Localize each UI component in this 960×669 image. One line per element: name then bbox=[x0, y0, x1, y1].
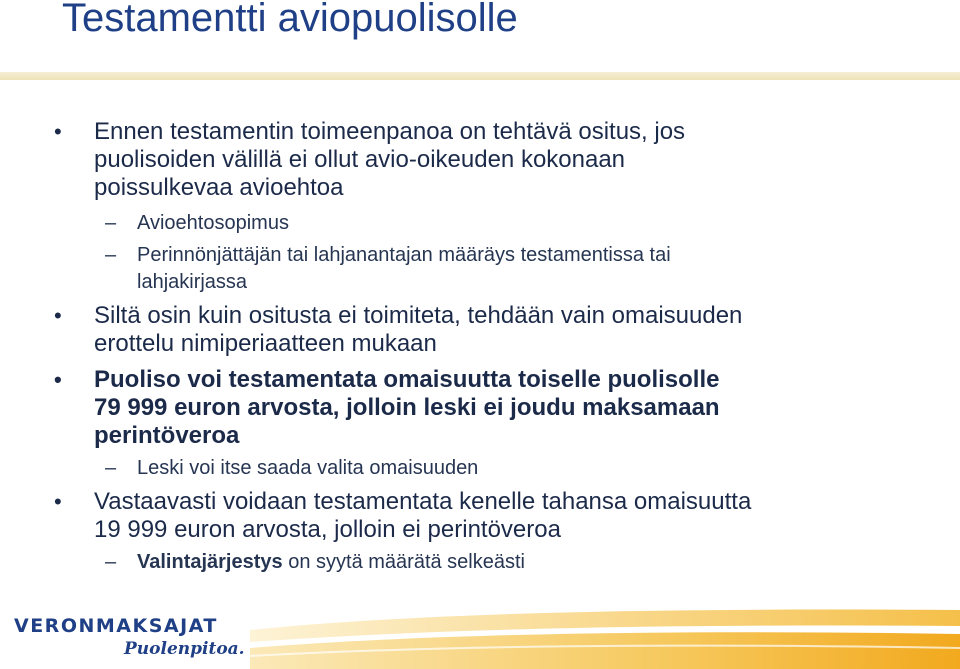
logo-wordmark: VERONMAKSAJAT bbox=[14, 615, 218, 637]
bullet-item bbox=[54, 302, 743, 358]
sub-bullet-line: Avioehtosopimus bbox=[137, 212, 289, 234]
bullet-marker: • bbox=[54, 119, 62, 144]
sub-bullet-item bbox=[105, 455, 479, 482]
sub-bullet-item bbox=[105, 242, 671, 296]
bullet-marker: • bbox=[54, 303, 62, 328]
bullet-line: erottelu nimiperiaatteen mukaan bbox=[94, 330, 437, 357]
bullet-item bbox=[54, 488, 752, 544]
sub-bullet-line bbox=[137, 549, 525, 576]
bullet-line: perintöveroa bbox=[94, 422, 240, 449]
dash-marker: – bbox=[105, 551, 117, 573]
title-divider-band bbox=[0, 72, 960, 80]
dash-marker: – bbox=[105, 212, 117, 234]
sub-bullet-item bbox=[105, 210, 289, 237]
veronmaksajat-logo bbox=[14, 615, 245, 659]
bullet-line: 79 999 euron arvosta, jolloin leski ei joudu maksamaan bbox=[94, 394, 720, 421]
bullet-line: Vastaavasti voidaan testamentata kenelle tahansa omaisuutta bbox=[94, 488, 752, 515]
bullet-line: Puoliso voi testamentata omaisuutta toiselle puolisolle bbox=[94, 366, 720, 393]
bullet-item bbox=[54, 118, 686, 202]
sub-bullet-item bbox=[105, 549, 525, 576]
sub-bullet-line: Perinnönjättäjän tai lahjanantajan määräys testamentissa tai bbox=[137, 244, 671, 266]
bullet-marker: • bbox=[54, 367, 62, 392]
sub-bullet-text: on syytä määrätä selkeästi bbox=[282, 551, 525, 573]
bullet-line: 19 999 euron arvosta, jolloin ei perintöveroa bbox=[94, 516, 561, 543]
dash-marker: – bbox=[105, 457, 117, 479]
bullet-line: poissulkevaa avioehtoa bbox=[94, 174, 344, 201]
sub-bullet-line: Leski voi itse saada valita omaisuuden bbox=[137, 457, 479, 479]
footer-swoosh-decoration bbox=[250, 590, 960, 669]
bullet-line: puolisoiden välillä ei ollut avio-oikeuden kokonaan bbox=[94, 146, 626, 173]
logo-tagline: Puolenpitoa. bbox=[124, 639, 245, 659]
dash-marker: – bbox=[105, 244, 117, 266]
bullet-line: Siltä osin kuin ositusta ei toimiteta, tehdään vain omaisuuden bbox=[94, 302, 743, 329]
bullet-marker: • bbox=[54, 489, 62, 514]
bullet-item-bold bbox=[54, 366, 720, 450]
bullet-line: Ennen testamentin toimeenpanoa on tehtävä ositus, jos bbox=[94, 118, 686, 145]
sub-bullet-line: lahjakirjassa bbox=[137, 271, 248, 293]
slide-title: Testamentti aviopuolisolle bbox=[62, 0, 518, 40]
emphasis-text: Valintajärjestys bbox=[137, 551, 283, 573]
